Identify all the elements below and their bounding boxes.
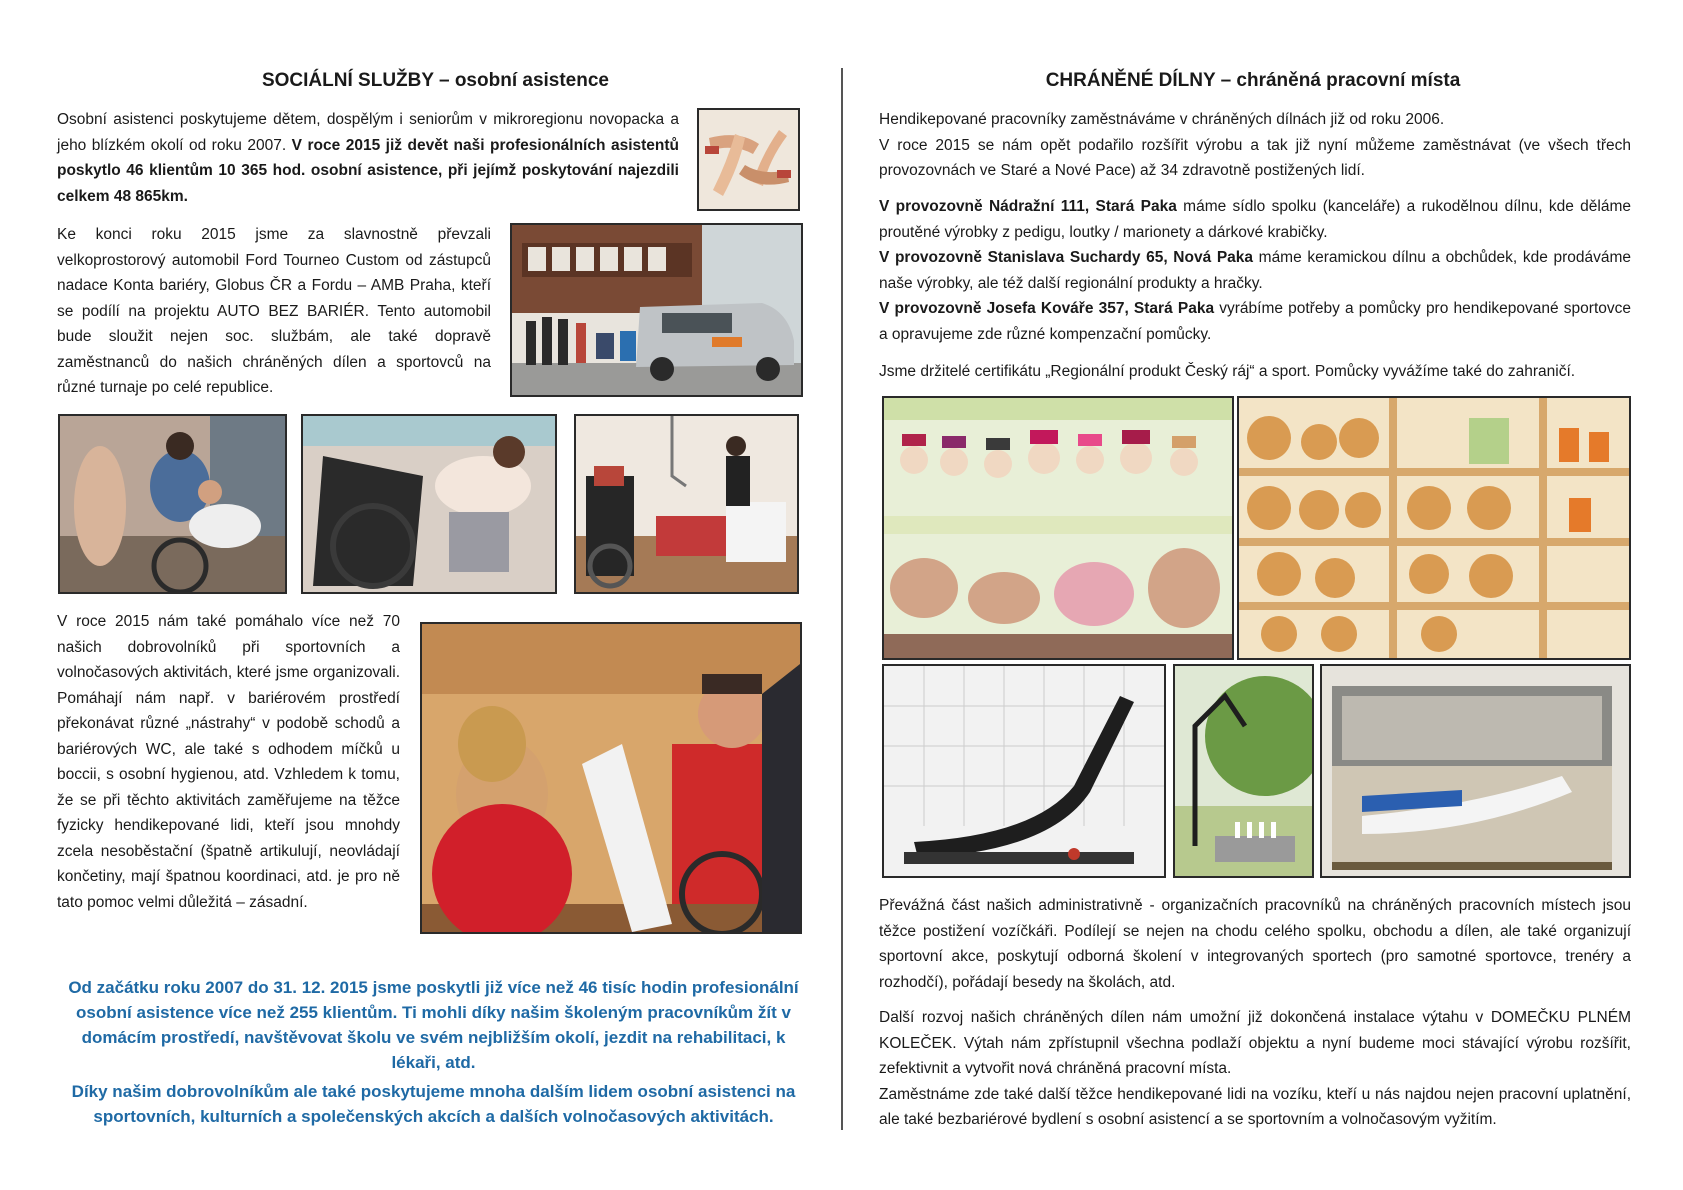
car-text: Ke konci roku 2015 jsme za slavnostně převzali velkoprostorový automobil Ford Tourneo Custom od zástupců nadace Konta bariéry, Globus ČR a Fordu – AMB Praha, kteří se podílí na projektu AUTO BEZ BARIÉR. Tento automobil bude sloužit nejen soc. službám, ale také dopravě zaměstnanců do našich chráněných dílen a sportovců na různé turnaje po celé republice.: [57, 226, 491, 396]
elevator-text: Další rozvoj našich chráněných dílen nám umožní již dokončená instalace výtahu v DOMEČKU PLNÉM KOLEČEK. Výtah nám zpřístupnil všechna podlaží objektu a nyní budeme moci stávající výrobu rozšířit, zefektivnit a vytvořit nová chráněná pracovní místa.: [879, 1009, 1631, 1077]
certificate-text: Jsme držitelé certifikátu „Regionální produkt Český ráj“ a sport. Pomůcky vyvážíme také do zahraničí.: [879, 363, 1576, 380]
workshops-expansion: V roce 2015 se nám opět podařilo rozšířit výrobu a tak již nyní můžeme zaměstnávat (ve všech třech provozovnách ve Staré a Nové Pace) až 34 zdravotně postižených lidí.: [879, 136, 1631, 179]
left-intro-plain: Osobní asistenci poskytujeme dětem, dospělým i seniorům v mikroregionu novopacka a jeho blízkém okolí od roku 2007.: [57, 111, 679, 154]
workshops-intro: [879, 107, 1631, 184]
boccia-ramp-photo: [882, 664, 1166, 878]
wheelchair-transfer-photo: [58, 414, 287, 594]
bowling-frame-photo: [1173, 664, 1314, 878]
workshop-1-text: máme sídlo spolku (kanceláře) a rukodělnou dílnu, kde děláme proutěné výrobky z pedigu, loutky / marionety a dárkové krabičky.: [879, 198, 1631, 241]
van-handover-photo: [510, 223, 803, 397]
volunteers-text: V roce 2015 nám také pomáhalo více než 70 našich dobrovolníků při sportovních a volnočasových aktivitách, které jsme organizovali. Pomáhají nám např. v bariérovém prostředí překonávat různé „nástrahy“ v podobě schodů a bariérových WC, ale také s odhodem míčků u boccii, s osobní hygienou, atd. Vzhledem k tomu, že se při těchto aktivitách zaměřujeme na těžce fyzicky hendikepované lidi, kteří jsou mnohdy zcela nesoběstační (špatně artikulují, neovládají končetiny, mají špatnou koordinaci, atd. je pro ně tato pomoc velmi důležitá – zásadní.: [57, 613, 400, 911]
room-photo: [574, 414, 799, 594]
development-text: [879, 1005, 1631, 1133]
ramp-case-photo: [1320, 664, 1631, 878]
workshops-since: Hendikepované pracovníky zaměstnáváme v chráněných dílnách již od roku 2006.: [879, 111, 1445, 128]
column-divider: [841, 68, 843, 1130]
workshop-3-text: vyrábíme potřeby a pomůcky pro hendikepované sportovce a opravujeme zde různé kompenzační pomůcky.: [879, 300, 1632, 343]
left-intro: [57, 107, 679, 209]
admin-staff-text: Převážná část našich administrativně - organizačních pracovníků na chráněných pracovních místech jsou těžce postižení vozíčkáři. Podílejí se nejen na chodu celého spolku, obchodu a dílen, ale také organizují sportovní akce, poskytují odborná školení v integrovaných sportech (pro samotné sportovce, trenéry a rozhodčí), pořádají besedy na školách, atd.: [879, 897, 1631, 991]
boccia-volunteer-photo: [420, 622, 802, 934]
left-title: SOCIÁLNÍ SLUŽBY – osobní asistence: [261, 70, 609, 91]
workshop-1-name: V provozovně Nádražní 111, Stará Paka: [879, 198, 1177, 215]
highlight-hours: Od začátku roku 2007 do 31. 12. 2015 jsme poskytli již více než 46 tisíc hodin profesionální osobní asistence více než 255 klientům. Ti mohli díky našim školeným pracovníkům žít v domácím prostředí, navštěvovat školu ve svém nejbližším okolí, jezdit na rehabilitaci, k lékaři, atd.: [68, 978, 799, 1072]
workshops-locations: [879, 194, 1631, 347]
workshop-2-text: máme keramickou dílnu a obchůdek, kde prodáváme naše výrobky, ale též další regionální produkty a hračky.: [879, 249, 1631, 292]
ceramics-shelves-photo: [1237, 396, 1631, 660]
employment-text: Zaměstnáme zde také další těžce hendikepované lidi na vozíku, kteří u nás najdou nejen pracovní uplatnění, ale také bezbariérové bydlení s osobní asistencí a se sportovním a volnočasovým vyžitím.: [879, 1085, 1631, 1128]
highlight-volunteers: Díky našim dobrovolníkům ale také poskytujeme mnoha dalším lidem osobní asistenci na sportovních, kulturních a společenských akcích a dalších volnočasových aktivitách.: [71, 1082, 796, 1126]
right-title: CHRÁNĚNÉ DÍLNY – chráněná pracovní místa: [1045, 70, 1461, 91]
puppets-baskets-photo: [882, 396, 1234, 660]
left-intro-bold: V roce 2015 již devět naši profesionálních asistentů poskytlo 46 klientům 10 365 hod. osobní asistence, při jejímž poskytování najezdili celkem 48 865km.: [57, 136, 679, 205]
hands-photo: [697, 108, 800, 211]
workshop-2-name: V provozovně Stanislava Suchardy 65, Nová Paka: [879, 249, 1254, 266]
workshop-3-name: V provozovně Josefa Kováře 357, Stará Paka: [879, 300, 1215, 317]
wheelchair-help-photo: [301, 414, 557, 594]
